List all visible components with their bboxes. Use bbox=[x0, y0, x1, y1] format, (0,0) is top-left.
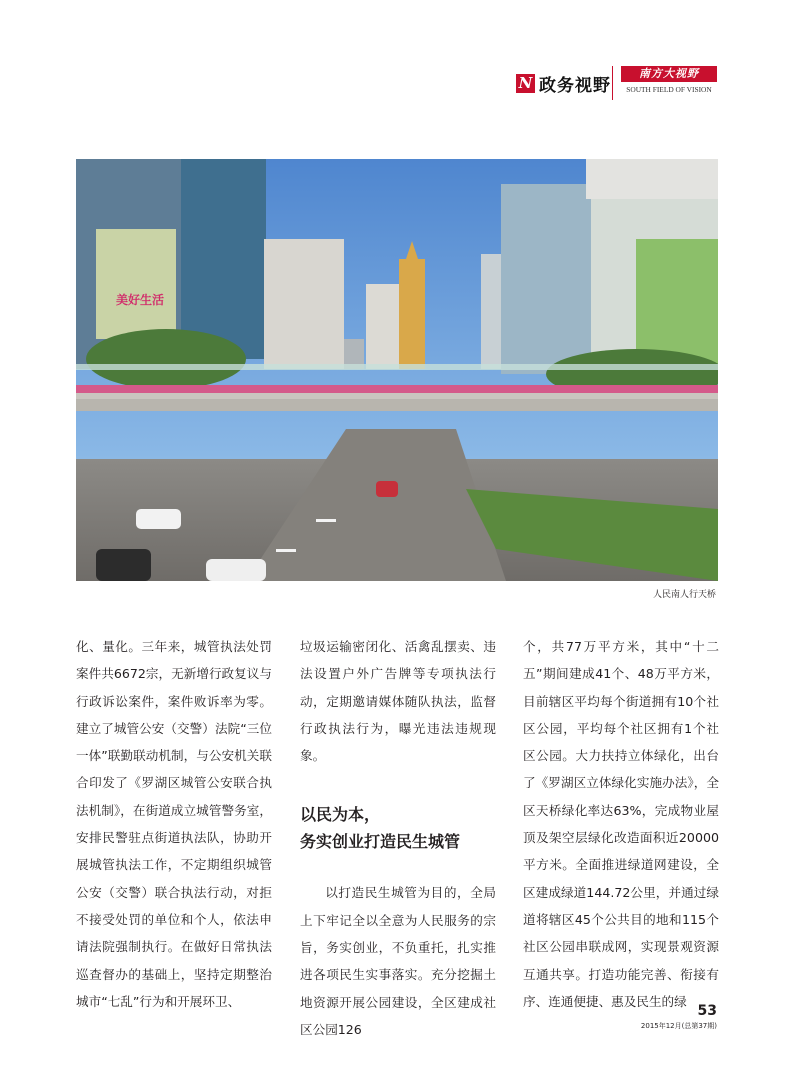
column-1 bbox=[76, 633, 272, 1015]
page-number: 53 bbox=[697, 1003, 717, 1019]
column-2-top-text: 垃圾运输密闭化、活禽乱摆卖、违法设置户外广告牌等专项执法行动，定期邀请媒体随队执法，监督行政执法行为，曝光违法违规现象。 bbox=[300, 639, 496, 764]
brand-name: 南方大视野 bbox=[621, 66, 717, 82]
section-heading bbox=[300, 801, 496, 855]
magazine-header bbox=[516, 66, 619, 100]
brand-english: SOUTH FIELD OF VISION bbox=[626, 85, 712, 94]
brand-block bbox=[621, 66, 717, 100]
column-2-body-text: 以打造民生城管为目的，全局上下牢记全以全意为人民服务的宗旨，务实创业，不负重托，扎实推进各项民生实事落实。充分挖掘土地资源开展公园建设，全区建成社区公园126 bbox=[300, 885, 496, 1037]
billboard-text: 美好生活 bbox=[116, 293, 165, 307]
header-divider bbox=[612, 66, 613, 100]
section-heading-line-1: 以民为本， bbox=[300, 805, 381, 825]
issue-info: 2015年12月(总第37期) bbox=[640, 1022, 717, 1030]
section-title: 政务视野 bbox=[539, 75, 611, 96]
city-photo bbox=[76, 159, 718, 581]
column-1-text: 化、量化。三年来，城管执法处罚案件共6672宗，无新增行政复议与行政诉讼案件，案件败诉率为零。建立了城管公安（交警）法院“三位一体”联勤联动机制，与公安机关联合印发了《罗湖区城管公安联合执法机制》，在街道成立城管警务室，安排民警驻点街道执法队，协助开展城管执法工作，不定期组织城管公安（交警）联合执法行动，对拒不接受处罚的单位和个人，依法申请法院强制执行。在做好日常执法巡查督办的基础上，坚持定期整治城市“七乱”行为和开展环卫、 bbox=[76, 639, 272, 1009]
section-heading-line-2: 务实创业打造民生城管 bbox=[300, 832, 461, 852]
logo-mark: N bbox=[516, 74, 535, 93]
column-3-text: 个，共77万平方米，其中“十二五”期间建成41个、48万平方米，目前辖区平均每个街道拥有10个社区公园，平均每个社区拥有1个社区公园。大力扶持立体绿化，出台了《罗湖区立体绿化实施办法》，全区天桥绿化率达63%，完成物业屋顶及架空层绿化改造面积近20000平方米。全面推进绿道网建设，全区建成绿道144.72公里，并通过绿道将辖区45个公共目的地和115个社区公园串联成网，实现景观资源互通共享。打造功能完善、衔接有序、连通便捷、惠及民生的绿 bbox=[523, 639, 719, 1009]
column-3 bbox=[523, 633, 719, 1015]
column-2 bbox=[300, 633, 496, 1043]
photo-caption: 人民南人行天桥 bbox=[652, 590, 716, 600]
